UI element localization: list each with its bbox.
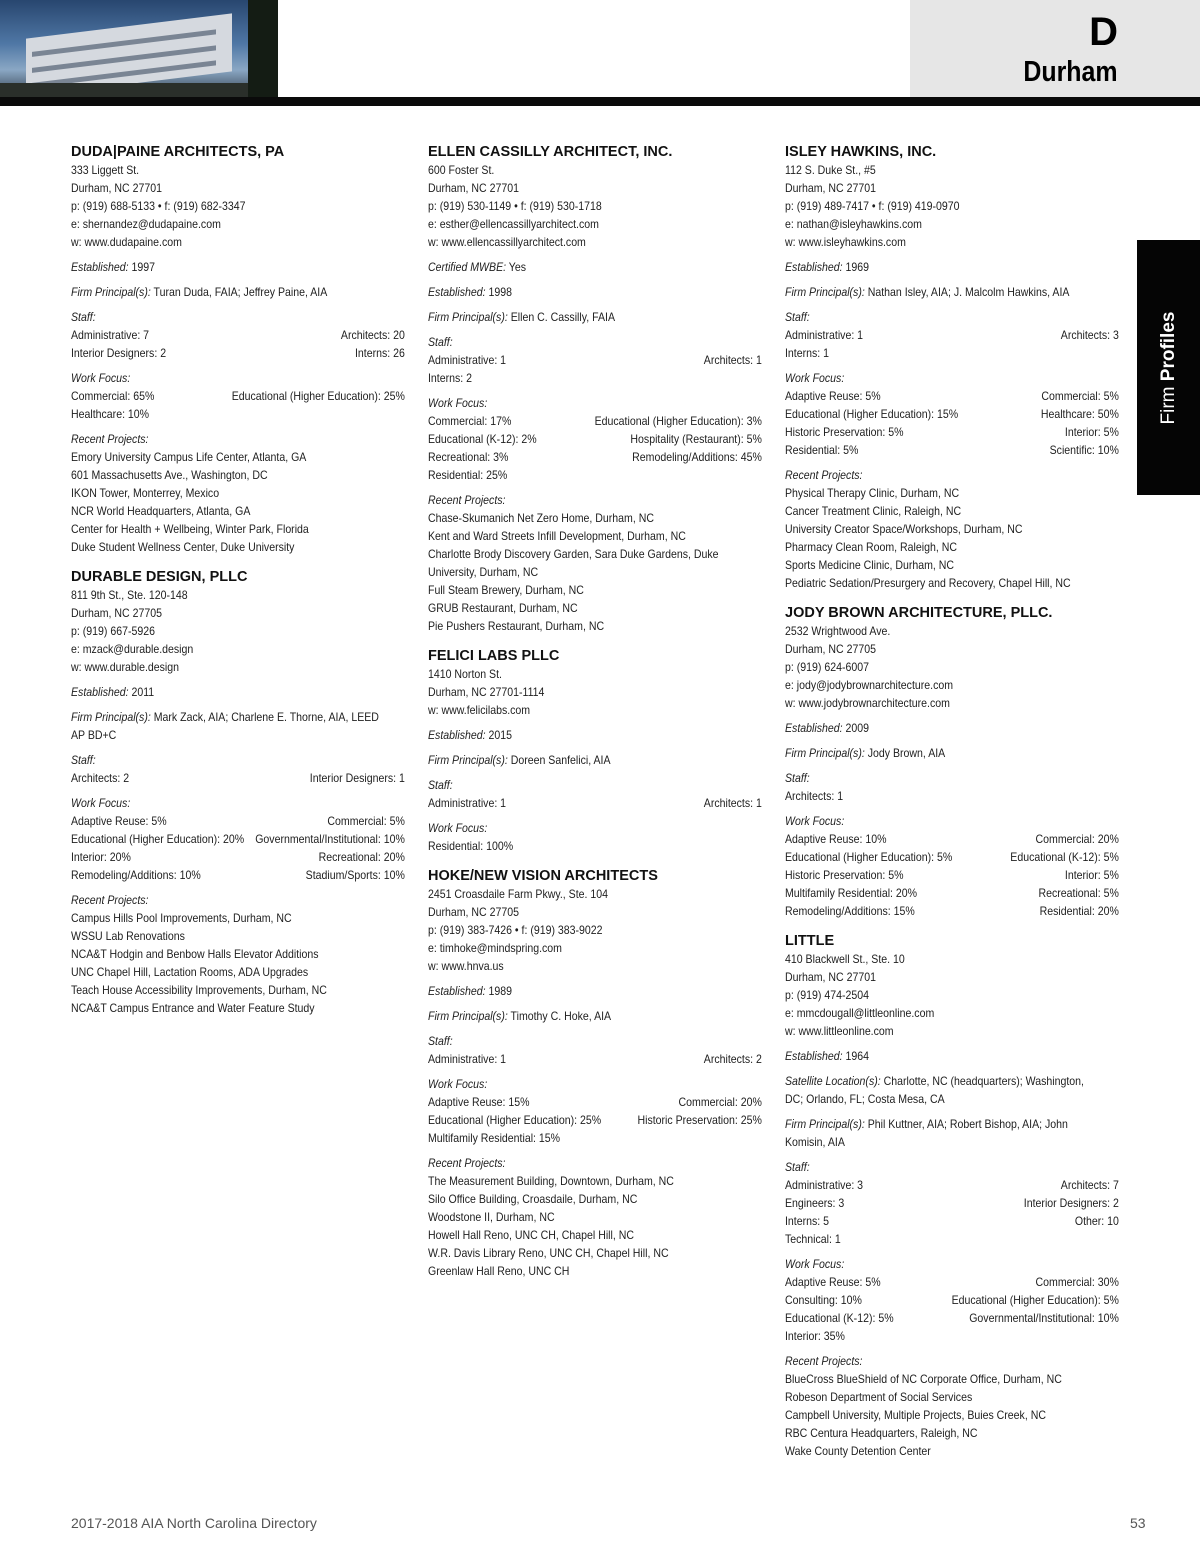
work-focus-row — [785, 866, 1119, 884]
field-label: Established: — [428, 285, 486, 299]
work-focus-row — [785, 830, 1119, 848]
project-item: Sports Medicine Clinic, Durham, NC — [785, 558, 955, 572]
firm-address-line: 2532 Wrightwood Ave. — [785, 624, 891, 638]
work-focus-label: Work Focus: — [785, 371, 845, 385]
staff-item: Architects: 2 — [703, 1052, 762, 1066]
work-focus-item: Educational (Higher Education): 5% — [785, 850, 953, 864]
project-item: Full Steam Brewery, Durham, NC — [428, 583, 584, 597]
project-item: Greenlaw Hall Reno, UNC CH — [428, 1264, 570, 1278]
work-focus-item: Remodeling/Additions: 10% — [71, 868, 201, 882]
project-item: Robeson Department of Social Services — [785, 1390, 973, 1404]
staff-row — [785, 344, 1119, 362]
work-focus-row — [785, 387, 1119, 405]
work-focus-item: Adaptive Reuse: 10% — [785, 832, 887, 846]
firm-field — [785, 283, 1119, 301]
firm-email: e: jody@jodybrownarchitecture.com — [785, 678, 954, 692]
work-focus-row — [785, 1273, 1119, 1291]
work-focus-item: Educational (K-12): 2% — [428, 432, 537, 446]
staff-row — [785, 326, 1119, 344]
project-item: Pharmacy Clean Room, Raleigh, NC — [785, 540, 957, 554]
work-focus-row — [428, 837, 762, 855]
work-focus-item: Commercial: 5% — [327, 814, 405, 828]
work-focus-row — [785, 848, 1119, 866]
work-focus-item: Educational (Higher Education): 15% — [785, 407, 959, 421]
project-item: Howell Hall Reno, UNC CH, Chapel Hill, NC — [428, 1228, 634, 1242]
project-item: IKON Tower, Monterrey, Mexico — [71, 486, 220, 500]
firm-phone: p: (919) 530-1149 • f: (919) 530-1718 — [428, 199, 602, 213]
work-focus-row — [71, 812, 405, 830]
work-focus-label: Work Focus: — [785, 814, 845, 828]
work-focus-item: Multifamily Residential: 15% — [428, 1131, 561, 1145]
recent-projects-label: Recent Projects: — [785, 468, 863, 482]
staff-item: Administrative: 1 — [785, 328, 864, 342]
firm-address-line: 410 Blackwell St., Ste. 10 — [785, 952, 905, 966]
staff-item: Interns: 2 — [428, 371, 473, 385]
work-focus-item: Residential: 25% — [428, 468, 508, 482]
firm-entry — [428, 867, 762, 1280]
staff-row — [785, 1212, 1119, 1230]
firm-phone: p: (919) 624-6007 — [785, 660, 869, 674]
firm-address-line: Durham, NC 27705 — [785, 642, 876, 656]
firm-field — [428, 308, 762, 326]
firm-entry — [428, 143, 762, 635]
project-item: Charlotte Brody Discovery Garden, Sara Duke Gardens, Duke — [428, 547, 719, 561]
field-label: Established: — [785, 721, 843, 735]
staff-item: Architects: 7 — [1060, 1178, 1119, 1192]
firm-address-line: 333 Liggett St. — [71, 163, 140, 177]
firm-field — [785, 1047, 1119, 1065]
staff-item: Administrative: 7 — [71, 328, 150, 342]
work-focus-row — [428, 1093, 762, 1111]
staff-row — [428, 1050, 762, 1068]
staff-item: Architects: 3 — [1060, 328, 1119, 342]
work-focus-item: Healthcare: 10% — [71, 407, 150, 421]
footer-title: 2017-2018 AIA North Carolina Directory — [71, 1515, 317, 1531]
project-item: Silo Office Building, Croasdaile, Durham, NC — [428, 1192, 638, 1206]
firm-address-line: Durham, NC 27701 — [71, 181, 162, 195]
firm-phone: p: (919) 489-7417 • f: (919) 419-0970 — [785, 199, 960, 213]
side-tab-label: Firm Profiles — [1157, 311, 1179, 424]
staff-row — [785, 1230, 1119, 1248]
project-item: Physical Therapy Clinic, Durham, NC — [785, 486, 960, 500]
field-label: Firm Principal(s): — [785, 1117, 865, 1131]
firm-field — [785, 1072, 1119, 1090]
firm-website: w: www.littleonline.com — [785, 1024, 894, 1038]
project-item: Emory University Campus Life Center, Atlanta, GA — [71, 450, 307, 464]
field-label: Established: — [785, 1049, 843, 1063]
staff-item: Architects: 1 — [703, 796, 762, 810]
staff-label: Staff: — [428, 778, 453, 792]
project-item: Pediatric Sedation/Presurgery and Recovery, Chapel Hill, NC — [785, 576, 1071, 590]
staff-row — [785, 787, 1119, 805]
field-label: Satellite Location(s): — [785, 1074, 881, 1088]
firm-address-line: 811 9th St., Ste. 120-148 — [71, 588, 188, 602]
work-focus-item: Remodeling/Additions: 45% — [632, 450, 762, 464]
firm-website: w: www.ellencassillyarchitect.com — [428, 235, 586, 249]
field-label: Established: — [428, 984, 486, 998]
firm-field — [428, 726, 762, 744]
work-focus-row — [71, 387, 405, 405]
firm-website: w: www.isleyhawkins.com — [785, 235, 906, 249]
field-label: Firm Principal(s): — [71, 285, 151, 299]
work-focus-label: Work Focus: — [71, 796, 131, 810]
project-item: Chase-Skumanich Net Zero Home, Durham, NC — [428, 511, 654, 525]
staff-item: Administrative: 1 — [428, 1052, 507, 1066]
firm-phone: p: (919) 667-5926 — [71, 624, 155, 638]
firm-field — [785, 719, 1119, 737]
field-label: Firm Principal(s): — [428, 1009, 508, 1023]
field-value: Timothy C. Hoke, AIA — [510, 1009, 612, 1023]
firm-address-line: Durham, NC 27701 — [428, 181, 519, 195]
staff-label: Staff: — [785, 310, 810, 324]
staff-row — [71, 344, 405, 362]
firm-name: ELLEN CASSILLY ARCHITECT, INC. — [428, 144, 673, 160]
field-label: Firm Principal(s): — [428, 753, 508, 767]
work-focus-item: Commercial: 30% — [1035, 1275, 1119, 1289]
work-focus-item: Adaptive Reuse: 5% — [71, 814, 167, 828]
work-focus-item: Commercial: 20% — [1035, 832, 1119, 846]
firm-field — [428, 283, 762, 301]
firm-address-line: Durham, NC 27705 — [71, 606, 162, 620]
project-item: NCA&T Hodgin and Benbow Halls Elevator Additions — [71, 947, 319, 961]
work-focus-item: Adaptive Reuse: 5% — [785, 1275, 881, 1289]
project-item: University, Durham, NC — [428, 565, 539, 579]
project-item: UNC Chapel Hill, Lactation Rooms, ADA Upgrades — [71, 965, 309, 979]
work-focus-label: Work Focus: — [71, 371, 131, 385]
work-focus-item: Interior: 35% — [785, 1329, 845, 1343]
firm-name: JODY BROWN ARCHITECTURE, PLLC. — [785, 605, 1053, 621]
project-item: RBC Centura Headquarters, Raleigh, NC — [785, 1426, 978, 1440]
work-focus-item: Governmental/Institutional: 10% — [969, 1311, 1119, 1325]
page-number: 53 — [1130, 1515, 1146, 1531]
work-focus-row — [71, 848, 405, 866]
recent-projects-label: Recent Projects: — [428, 1156, 506, 1170]
firm-website: w: www.felicilabs.com — [428, 703, 531, 717]
staff-item: Architects: 1 — [703, 353, 762, 367]
project-item: Wake County Detention Center — [785, 1444, 931, 1458]
field-value: 2009 — [845, 721, 869, 735]
work-focus-row — [785, 884, 1119, 902]
staff-row — [785, 1194, 1119, 1212]
staff-item: Interns: 5 — [785, 1214, 830, 1228]
work-focus-item: Hospitality (Restaurant): 5% — [630, 432, 762, 446]
work-focus-item: Interior: 20% — [71, 850, 131, 864]
work-focus-row — [785, 1291, 1119, 1309]
work-focus-row — [785, 1327, 1119, 1345]
work-focus-row — [428, 430, 762, 448]
staff-item: Other: 10 — [1074, 1214, 1119, 1228]
field-value: Nathan Isley, AIA; J. Malcolm Hawkins, AIA — [867, 285, 1070, 299]
firm-entry — [785, 143, 1119, 592]
recent-projects-label: Recent Projects: — [71, 893, 149, 907]
field-value-continued: AP BD+C — [71, 728, 117, 742]
work-focus-row — [785, 1309, 1119, 1327]
firm-address-line: Durham, NC 27705 — [428, 905, 519, 919]
staff-row — [785, 1176, 1119, 1194]
firm-field — [428, 1007, 762, 1025]
firm-field — [785, 1115, 1119, 1133]
work-focus-item: Historic Preservation: 5% — [785, 425, 904, 439]
staff-item: Architects: 20 — [340, 328, 405, 342]
work-focus-label: Work Focus: — [428, 821, 488, 835]
firm-entry — [71, 143, 405, 556]
work-focus-item: Residential: 100% — [428, 839, 514, 853]
staff-row — [428, 794, 762, 812]
field-value-continued: DC; Orlando, FL; Costa Mesa, CA — [785, 1092, 945, 1106]
field-label: Established: — [785, 260, 843, 274]
firm-name: FELICI LABS PLLC — [428, 648, 560, 664]
work-focus-row — [785, 441, 1119, 459]
project-item: University Creator Space/Workshops, Durham, NC — [785, 522, 1023, 536]
work-focus-item: Remodeling/Additions: 15% — [785, 904, 915, 918]
project-item: Campus Hills Pool Improvements, Durham, NC — [71, 911, 292, 925]
work-focus-item: Educational (Higher Education): 3% — [594, 414, 762, 428]
field-value: 1998 — [488, 285, 512, 299]
section-header — [910, 0, 1200, 97]
firm-name: DUDA|PAINE ARCHITECTS, PA — [71, 144, 285, 160]
recent-projects-label: Recent Projects: — [785, 1354, 863, 1368]
firm-field — [71, 683, 405, 701]
firm-address-line: Durham, NC 27701 — [785, 181, 876, 195]
work-focus-item: Scientific: 10% — [1049, 443, 1119, 457]
field-value-continued: Komisin, AIA — [785, 1135, 845, 1149]
work-focus-item: Recreational: 3% — [428, 450, 509, 464]
project-item: W.R. Davis Library Reno, UNC CH, Chapel Hill, NC — [428, 1246, 669, 1260]
staff-item: Administrative: 1 — [428, 353, 507, 367]
firm-address-line: Durham, NC 27701-1114 — [428, 685, 545, 699]
project-item: GRUB Restaurant, Durham, NC — [428, 601, 578, 615]
field-value: 1989 — [488, 984, 512, 998]
staff-item: Interior Designers: 2 — [71, 346, 167, 360]
project-item: Center for Health + Wellbeing, Winter Park, Florida — [71, 522, 309, 536]
staff-item: Engineers: 3 — [785, 1196, 845, 1210]
firm-email: e: mmcdougall@littleonline.com — [785, 1006, 935, 1020]
field-label: Firm Principal(s): — [785, 746, 865, 760]
project-item: BlueCross BlueShield of NC Corporate Office, Durham, NC — [785, 1372, 1062, 1386]
work-focus-item: Residential: 20% — [1039, 904, 1119, 918]
firm-entry — [428, 647, 762, 855]
firm-name: LITTLE — [785, 933, 835, 949]
work-focus-row — [785, 423, 1119, 441]
work-focus-row — [428, 466, 762, 484]
firm-name: DURABLE DESIGN, PLLC — [71, 569, 248, 585]
work-focus-item: Interior: 5% — [1064, 868, 1119, 882]
staff-row — [71, 326, 405, 344]
field-value: 2015 — [488, 728, 512, 742]
firm-phone: p: (919) 474-2504 — [785, 988, 869, 1002]
staff-row — [71, 769, 405, 787]
field-label: Established: — [71, 685, 129, 699]
work-focus-item: Residential: 5% — [785, 443, 859, 457]
staff-row — [428, 369, 762, 387]
field-value: 2011 — [131, 685, 155, 699]
work-focus-label: Work Focus: — [428, 396, 488, 410]
staff-item: Interns: 26 — [354, 346, 405, 360]
project-item: Kent and Ward Streets Infill Development, Durham, NC — [428, 529, 686, 543]
work-focus-row — [428, 448, 762, 466]
work-focus-item: Commercial: 65% — [71, 389, 155, 403]
field-label: Established: — [428, 728, 486, 742]
work-focus-item: Educational (Higher Education): 20% — [71, 832, 245, 846]
header-photo — [0, 0, 278, 97]
firm-address-line: Durham, NC 27701 — [785, 970, 876, 984]
work-focus-row — [428, 1111, 762, 1129]
staff-label: Staff: — [785, 1160, 810, 1174]
firm-website: w: www.dudapaine.com — [71, 235, 182, 249]
work-focus-item: Adaptive Reuse: 5% — [785, 389, 881, 403]
project-item: Cancer Treatment Clinic, Raleigh, NC — [785, 504, 962, 518]
project-item: Woodstone II, Durham, NC — [428, 1210, 555, 1224]
firm-address-line: 2451 Croasdaile Farm Pkwy., Ste. 104 — [428, 887, 609, 901]
header-rule — [0, 97, 1200, 106]
work-focus-item: Healthcare: 50% — [1040, 407, 1119, 421]
firm-field — [428, 258, 762, 276]
work-focus-item: Commercial: 20% — [678, 1095, 762, 1109]
staff-item: Interior Designers: 2 — [1023, 1196, 1119, 1210]
work-focus-item: Educational (Higher Education): 25% — [428, 1113, 602, 1127]
firm-email: e: esther@ellencassillyarchitect.com — [428, 217, 599, 231]
field-value: Ellen C. Cassilly, FAIA — [510, 310, 615, 324]
firm-address-line: 600 Foster St. — [428, 163, 495, 177]
staff-item: Administrative: 1 — [428, 796, 507, 810]
firm-website: w: www.hnva.us — [428, 959, 504, 973]
field-value: Doreen Sanfelici, AIA — [510, 753, 611, 767]
field-label: Firm Principal(s): — [785, 285, 865, 299]
work-focus-row — [71, 405, 405, 423]
work-focus-item: Historic Preservation: 5% — [785, 868, 904, 882]
field-label: Established: — [71, 260, 129, 274]
firm-email: e: nathan@isleyhawkins.com — [785, 217, 922, 231]
field-value: 1997 — [131, 260, 155, 274]
project-item: Pie Pushers Restaurant, Durham, NC — [428, 619, 605, 633]
firm-address-line: 1410 Norton St. — [428, 667, 502, 681]
work-focus-row — [71, 830, 405, 848]
column-2 — [428, 143, 762, 1292]
firm-field — [785, 258, 1119, 276]
staff-label: Staff: — [71, 753, 96, 767]
firm-address-line: 112 S. Duke St., #5 — [785, 163, 876, 177]
work-focus-item: Recreational: 5% — [1038, 886, 1119, 900]
firm-field — [71, 258, 405, 276]
section-letter: D — [1089, 10, 1118, 54]
field-value: Phil Kuttner, AIA; Robert Bishop, AIA; John — [867, 1117, 1068, 1131]
work-focus-item: Educational (Higher Education): 5% — [951, 1293, 1119, 1307]
staff-item: Interns: 1 — [785, 346, 830, 360]
work-focus-row — [428, 412, 762, 430]
work-focus-item: Commercial: 5% — [1041, 389, 1119, 403]
project-item: Duke Student Wellness Center, Duke University — [71, 540, 295, 554]
field-value: 1964 — [845, 1049, 869, 1063]
work-focus-item: Educational (K-12): 5% — [1010, 850, 1119, 864]
work-focus-row — [428, 1129, 762, 1147]
firm-email: e: mzack@durable.design — [71, 642, 194, 656]
staff-label: Staff: — [428, 335, 453, 349]
recent-projects-label: Recent Projects: — [71, 432, 149, 446]
work-focus-item: Educational (K-12): 5% — [785, 1311, 894, 1325]
work-focus-row — [785, 902, 1119, 920]
firm-field — [428, 982, 762, 1000]
firm-name: ISLEY HAWKINS, INC. — [785, 144, 937, 160]
column-1 — [71, 143, 405, 1029]
field-value: 1969 — [845, 260, 869, 274]
section-city: Durham — [1023, 56, 1118, 88]
field-label: Firm Principal(s): — [71, 710, 151, 724]
staff-label: Staff: — [785, 771, 810, 785]
project-item: NCA&T Campus Entrance and Water Feature Study — [71, 1001, 315, 1015]
work-focus-label: Work Focus: — [785, 1257, 845, 1271]
work-focus-item: Historic Preservation: 25% — [637, 1113, 762, 1127]
work-focus-item: Recreational: 20% — [318, 850, 405, 864]
work-focus-item: Multifamily Residential: 20% — [785, 886, 918, 900]
firm-field — [71, 708, 405, 726]
firm-entry — [785, 932, 1119, 1460]
field-label: Certified MWBE: — [428, 260, 507, 274]
field-value: Mark Zack, AIA; Charlene E. Thorne, AIA, LEED — [153, 710, 379, 724]
firm-phone: p: (919) 688-5133 • f: (919) 682-3347 — [71, 199, 246, 213]
project-item: Teach House Accessibility Improvements, Durham, NC — [71, 983, 327, 997]
project-item: WSSU Lab Renovations — [71, 929, 185, 943]
field-value: Yes — [508, 260, 527, 274]
work-focus-item: Interior: 5% — [1064, 425, 1119, 439]
field-value: Charlotte, NC (headquarters); Washington, — [883, 1074, 1084, 1088]
field-label: Firm Principal(s): — [428, 310, 508, 324]
field-value: Jody Brown, AIA — [867, 746, 946, 760]
staff-item: Architects: 2 — [71, 771, 130, 785]
staff-item: Administrative: 3 — [785, 1178, 864, 1192]
project-item: The Measurement Building, Downtown, Durham, NC — [428, 1174, 674, 1188]
work-focus-item: Educational (Higher Education): 25% — [231, 389, 405, 403]
staff-label: Staff: — [428, 1034, 453, 1048]
work-focus-item: Adaptive Reuse: 15% — [428, 1095, 530, 1109]
firm-website: w: www.durable.design — [71, 660, 180, 674]
work-focus-row — [785, 405, 1119, 423]
firm-website: w: www.jodybrownarchitecture.com — [785, 696, 950, 710]
work-focus-item: Stadium/Sports: 10% — [305, 868, 405, 882]
work-focus-item: Consulting: 10% — [785, 1293, 862, 1307]
project-item: NCR World Headquarters, Atlanta, GA — [71, 504, 251, 518]
staff-item: Architects: 1 — [785, 789, 844, 803]
firm-entry — [71, 568, 405, 1017]
side-tab — [1137, 240, 1200, 495]
work-focus-item: Governmental/Institutional: 10% — [255, 832, 405, 846]
firm-field — [71, 283, 405, 301]
firm-field — [428, 751, 762, 769]
project-item: Campbell University, Multiple Projects, Buies Creek, NC — [785, 1408, 1046, 1422]
firm-phone: p: (919) 383-7426 • f: (919) 383-9022 — [428, 923, 603, 937]
work-focus-item: Commercial: 17% — [428, 414, 512, 428]
recent-projects-label: Recent Projects: — [428, 493, 506, 507]
firm-email: e: shernandez@dudapaine.com — [71, 217, 221, 231]
firm-name: HOKE/NEW VISION ARCHITECTS — [428, 868, 658, 884]
field-value: Turan Duda, FAIA; Jeffrey Paine, AIA — [153, 285, 328, 299]
staff-item: Technical: 1 — [785, 1232, 841, 1246]
staff-row — [428, 351, 762, 369]
work-focus-label: Work Focus: — [428, 1077, 488, 1091]
firm-entry — [785, 604, 1119, 920]
firm-field — [785, 744, 1119, 762]
project-item: 601 Massachusetts Ave., Washington, DC — [71, 468, 268, 482]
firm-email: e: timhoke@mindspring.com — [428, 941, 562, 955]
staff-label: Staff: — [71, 310, 96, 324]
work-focus-row — [71, 866, 405, 884]
staff-item: Interior Designers: 1 — [309, 771, 405, 785]
column-3 — [785, 143, 1119, 1472]
